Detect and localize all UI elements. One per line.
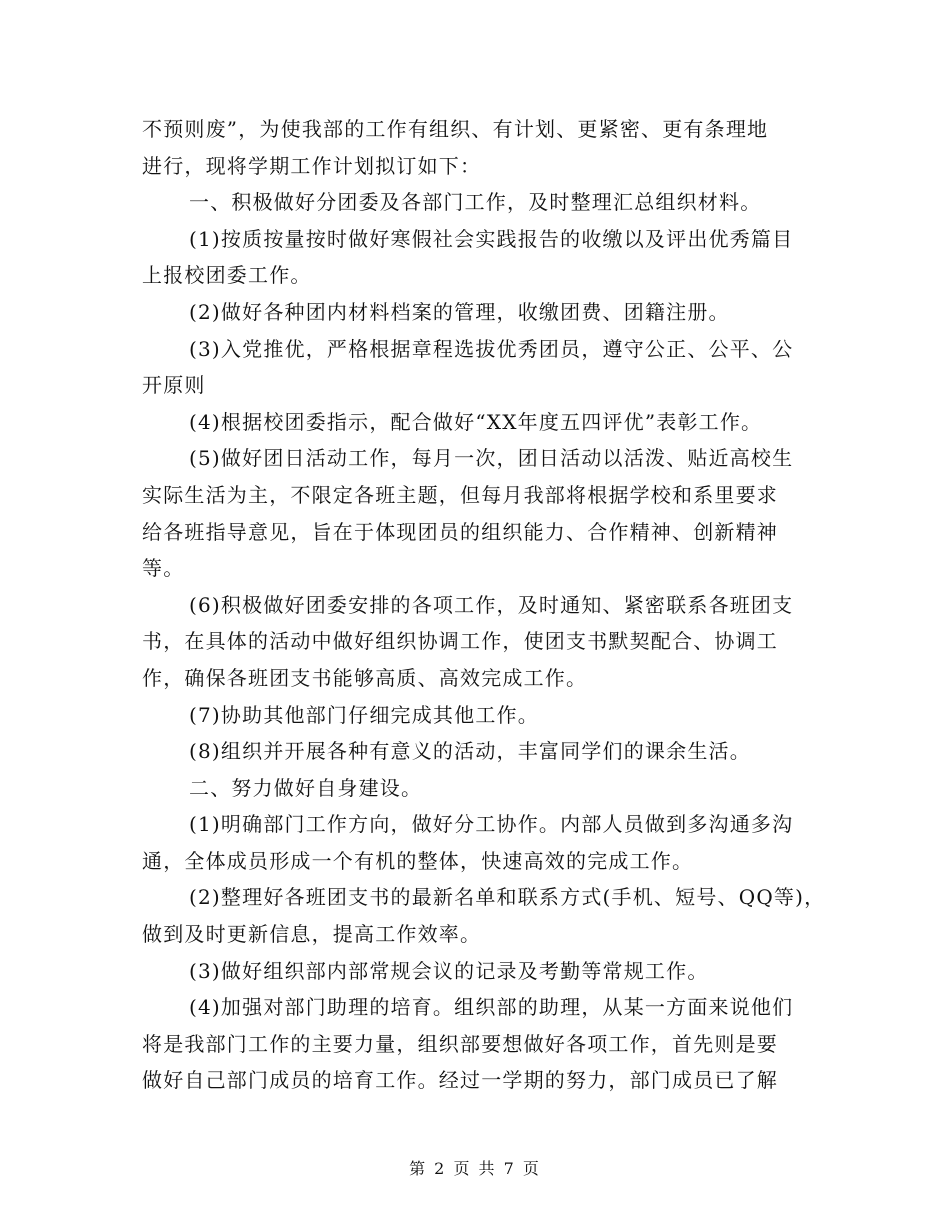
text-line: 开原则 — [142, 373, 206, 398]
text-line: (2)做好各种团内材料档案的管理，收缴团费、团籍注册。 — [189, 299, 730, 324]
text-line: 一、积极做好分团委及各部门工作，及时整理汇总组织材料。 — [189, 190, 762, 215]
text-line: (7)协助其他部门仔细完成其他工作。 — [189, 702, 539, 727]
text-line: 上报校团委工作。 — [142, 263, 312, 288]
document-body — [142, 111, 826, 1099]
text-line: (1)按质按量按时做好寒假社会实践报告的收缴以及评出优秀篇目 — [189, 226, 794, 251]
text-line: 等。 — [142, 556, 185, 581]
text-line: (8)组织并开展各种有意义的活动，丰富同学们的课余生活。 — [189, 739, 751, 764]
text-line: 实际生活为主，不限定各班主题，但每月我部将根据学校和系里要求 — [142, 482, 778, 507]
text-line: 通，全体成员形成一个有机的整体，快速高效的完成工作。 — [142, 848, 694, 873]
text-line: 二、努力做好自身建设。 — [189, 775, 423, 800]
page-number-footer: 第 2 页 共 7 页 — [409, 1159, 541, 1178]
text-line: (3)入党推优，严格根据章程选拔优秀团员，遵守公正、公平、公 — [189, 336, 794, 361]
text-line: (3)做好组织部内部常规会议的记录及考勤等常规工作。 — [189, 958, 709, 983]
text-line: 书，在具体的活动中做好组织协调工作，使团支书默契配合、协调工 — [142, 629, 778, 654]
text-line: (4)根据校团委指示，配合做好“XX年度五四评优”表彰工作。 — [189, 409, 763, 434]
text-line: 给各班指导意见，旨在于体现团员的组织能力、合作精神、创新精神 — [142, 519, 778, 544]
text-line: 做好自己部门成员的培育工作。经过一学期的努力，部门成员已了解 — [142, 1068, 778, 1093]
text-line: 不预则废”，为使我部的工作有组织、有计划、更紧密、更有条理地 — [142, 117, 769, 141]
text-line: (4)加强对部门助理的培育。组织部的助理，从某一方面来说他们 — [189, 995, 794, 1020]
text-line: (2)整理好各班团支书的最新名单和联系方式(手机、短号、QQ等)， — [189, 885, 826, 910]
text-line: 进行，现将学期工作计划拟订如下： — [142, 153, 482, 178]
text-line: (5)做好团日活动工作，每月一次，团日活动以活泼、贴近高校生 — [189, 446, 794, 471]
text-line: 做到及时更新信息，提高工作效率。 — [142, 922, 482, 947]
text-line: 作，确保各班团支书能够高质、高效完成工作。 — [142, 665, 588, 690]
text-line: (6)积极做好团委安排的各项工作，及时通知、紧密联系各班团支 — [189, 592, 794, 617]
text-line: (1)明确部门工作方向，做好分工协作。内部人员做到多沟通多沟 — [189, 812, 794, 837]
text-line: 将是我部门工作的主要力量，组织部要想做好各项工作，首先则是要 — [142, 1031, 778, 1056]
